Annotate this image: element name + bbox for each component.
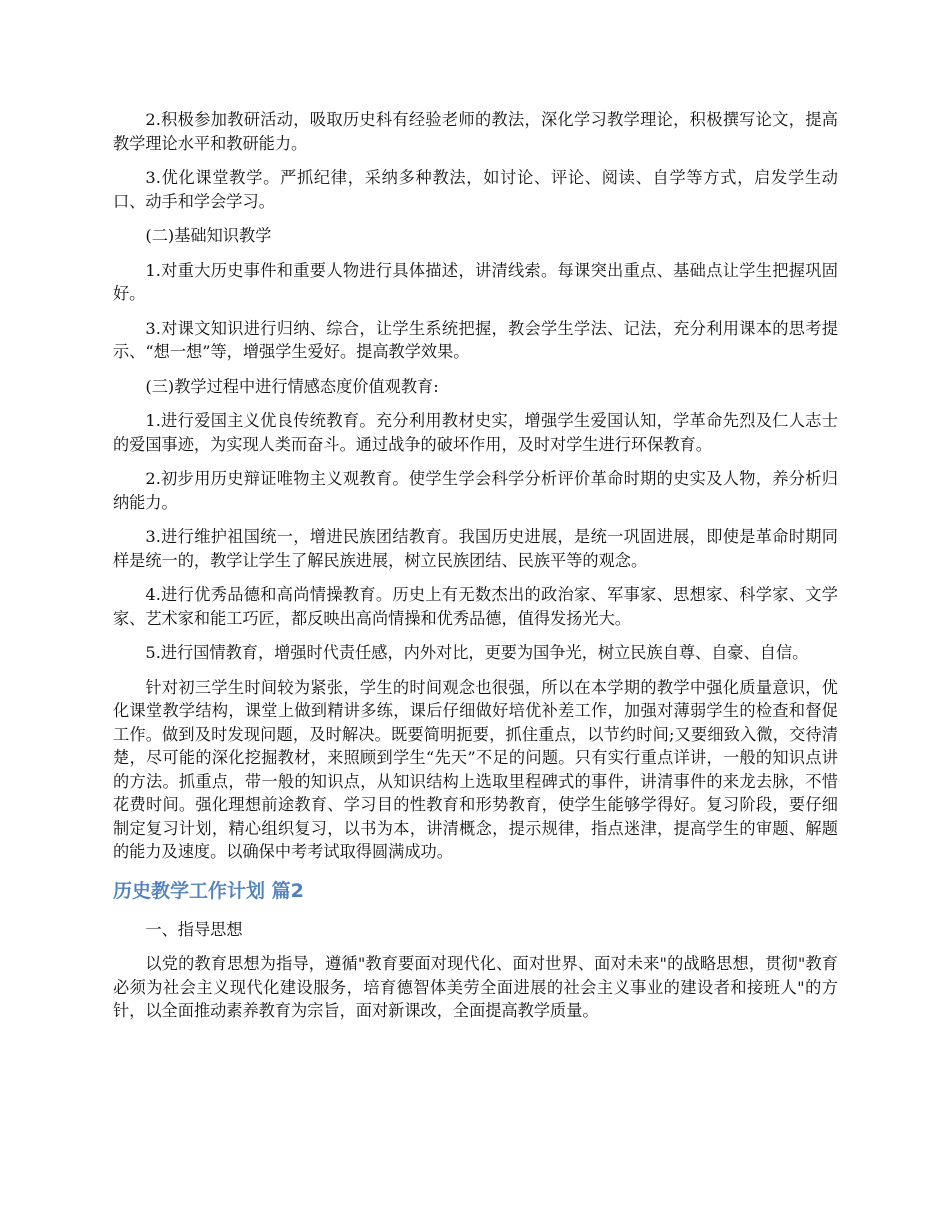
paragraph: 3.优化课堂教学。严抓纪律，采纳多种教法，如讨论、评论、阅读、自学等方式，启发学生动口、动手和学会学习。 bbox=[113, 168, 838, 211]
paragraph: 1.进行爱国主义优良传统教育。充分利用教材史实，增强学生爱国认知，学革命先烈及仁人志士的爱国事迹，为实现人类而奋斗。通过战争的破坏作用，及时对学生进行环保教育。 bbox=[113, 411, 838, 454]
paragraph: 5.进行国情教育，增强时代责任感，内外对比，更要为国争光，树立民族自尊、自豪、自信。 bbox=[145, 643, 809, 662]
section-subheading: (三)教学过程中进行情感态度价值观教育: bbox=[145, 376, 439, 396]
paragraph: 2.积极参加教研活动，吸取历史科有经验老师的教法，深化学习教学理论，积极撰写论文，提高教学理论水平和教研能力。 bbox=[113, 110, 838, 153]
document-body bbox=[113, 108, 838, 1034]
section-subheading: (二)基础知识教学 bbox=[145, 226, 272, 245]
paragraph: 1.对重大历史事件和重要人物进行具体描述，讲清线索。每课突出重点、基础点让学生把握巩固好。 bbox=[113, 260, 838, 303]
paragraph: 2.初步用历史辩证唯物主义观教育。使学生学会科学分析评价革命时期的史实及人物，养分析归纳能力。 bbox=[113, 469, 838, 512]
article-heading: 历史教学工作计划 篇2 bbox=[113, 879, 304, 902]
paragraph: 3.进行维护祖国统一，增进民族团结教育。我国历史进展，是统一巩固进展，即使是革命时期同样是统一的，教学让学生了解民族进展，树立民族团结、民族平等的观念。 bbox=[113, 527, 838, 570]
paragraph: 针对初三学生时间较为紧张，学生的时间观念也很强，所以在本学期的教学中强化质量意识，优化课堂教学结构，课堂上做到精讲多练，课后仔细做好培优补差工作，加强对薄弱学生的检查和督促工作。做到及时发现问题，及时解决。既要简明扼要，抓住重点，以节约时间;又要细致入微，交待清楚，尽可能的深化挖掘教材，来照顾到学生“先天”不足的问题。只有实行重点详讲，一般的知识点讲的方法。抓重点，带一般的知识点，从知识结构上选取里程碑式的事件，讲清事件的来龙去脉，不惜花费时间。强化理想前途教育、学习目的性教育和形势教育，使学生能够学得好。复习阶段，要仔细制定复习计划，精心组织复习，以书为本，讲清概念，提示规律，指点迷津，提高学生的审题、解题的能力及速度。以确保中考考试取得圆满成功。 bbox=[113, 677, 838, 861]
paragraph: 3.对课文知识进行归纳、综合，让学生系统把握，教会学生学法、记法，充分利用课本的思考提示、“想一想”等，增强学生爱好。提高教学效果。 bbox=[113, 318, 838, 361]
paragraph: 以党的教育思想为指导，遵循"教育要面对现代化、面对世界、面对未来"的战略思想，贯彻"教育必须为社会主义现代化建设服务，培育德智体美劳全面进展的社会主义事业的建设者和接班人"的方针，以全面推动素养教育为宗旨，面对新课改，全面提高教学质量。 bbox=[113, 954, 838, 1020]
paragraph: 4.进行优秀品德和高尚情操教育。历史上有无数杰出的政治家、军事家、思想家、科学家、文学家、艺术家和能工巧匠，都反映出高尚情操和优秀品德，值得发扬光大。 bbox=[113, 585, 838, 628]
section-subheading: 一、指导思想 bbox=[145, 919, 243, 939]
